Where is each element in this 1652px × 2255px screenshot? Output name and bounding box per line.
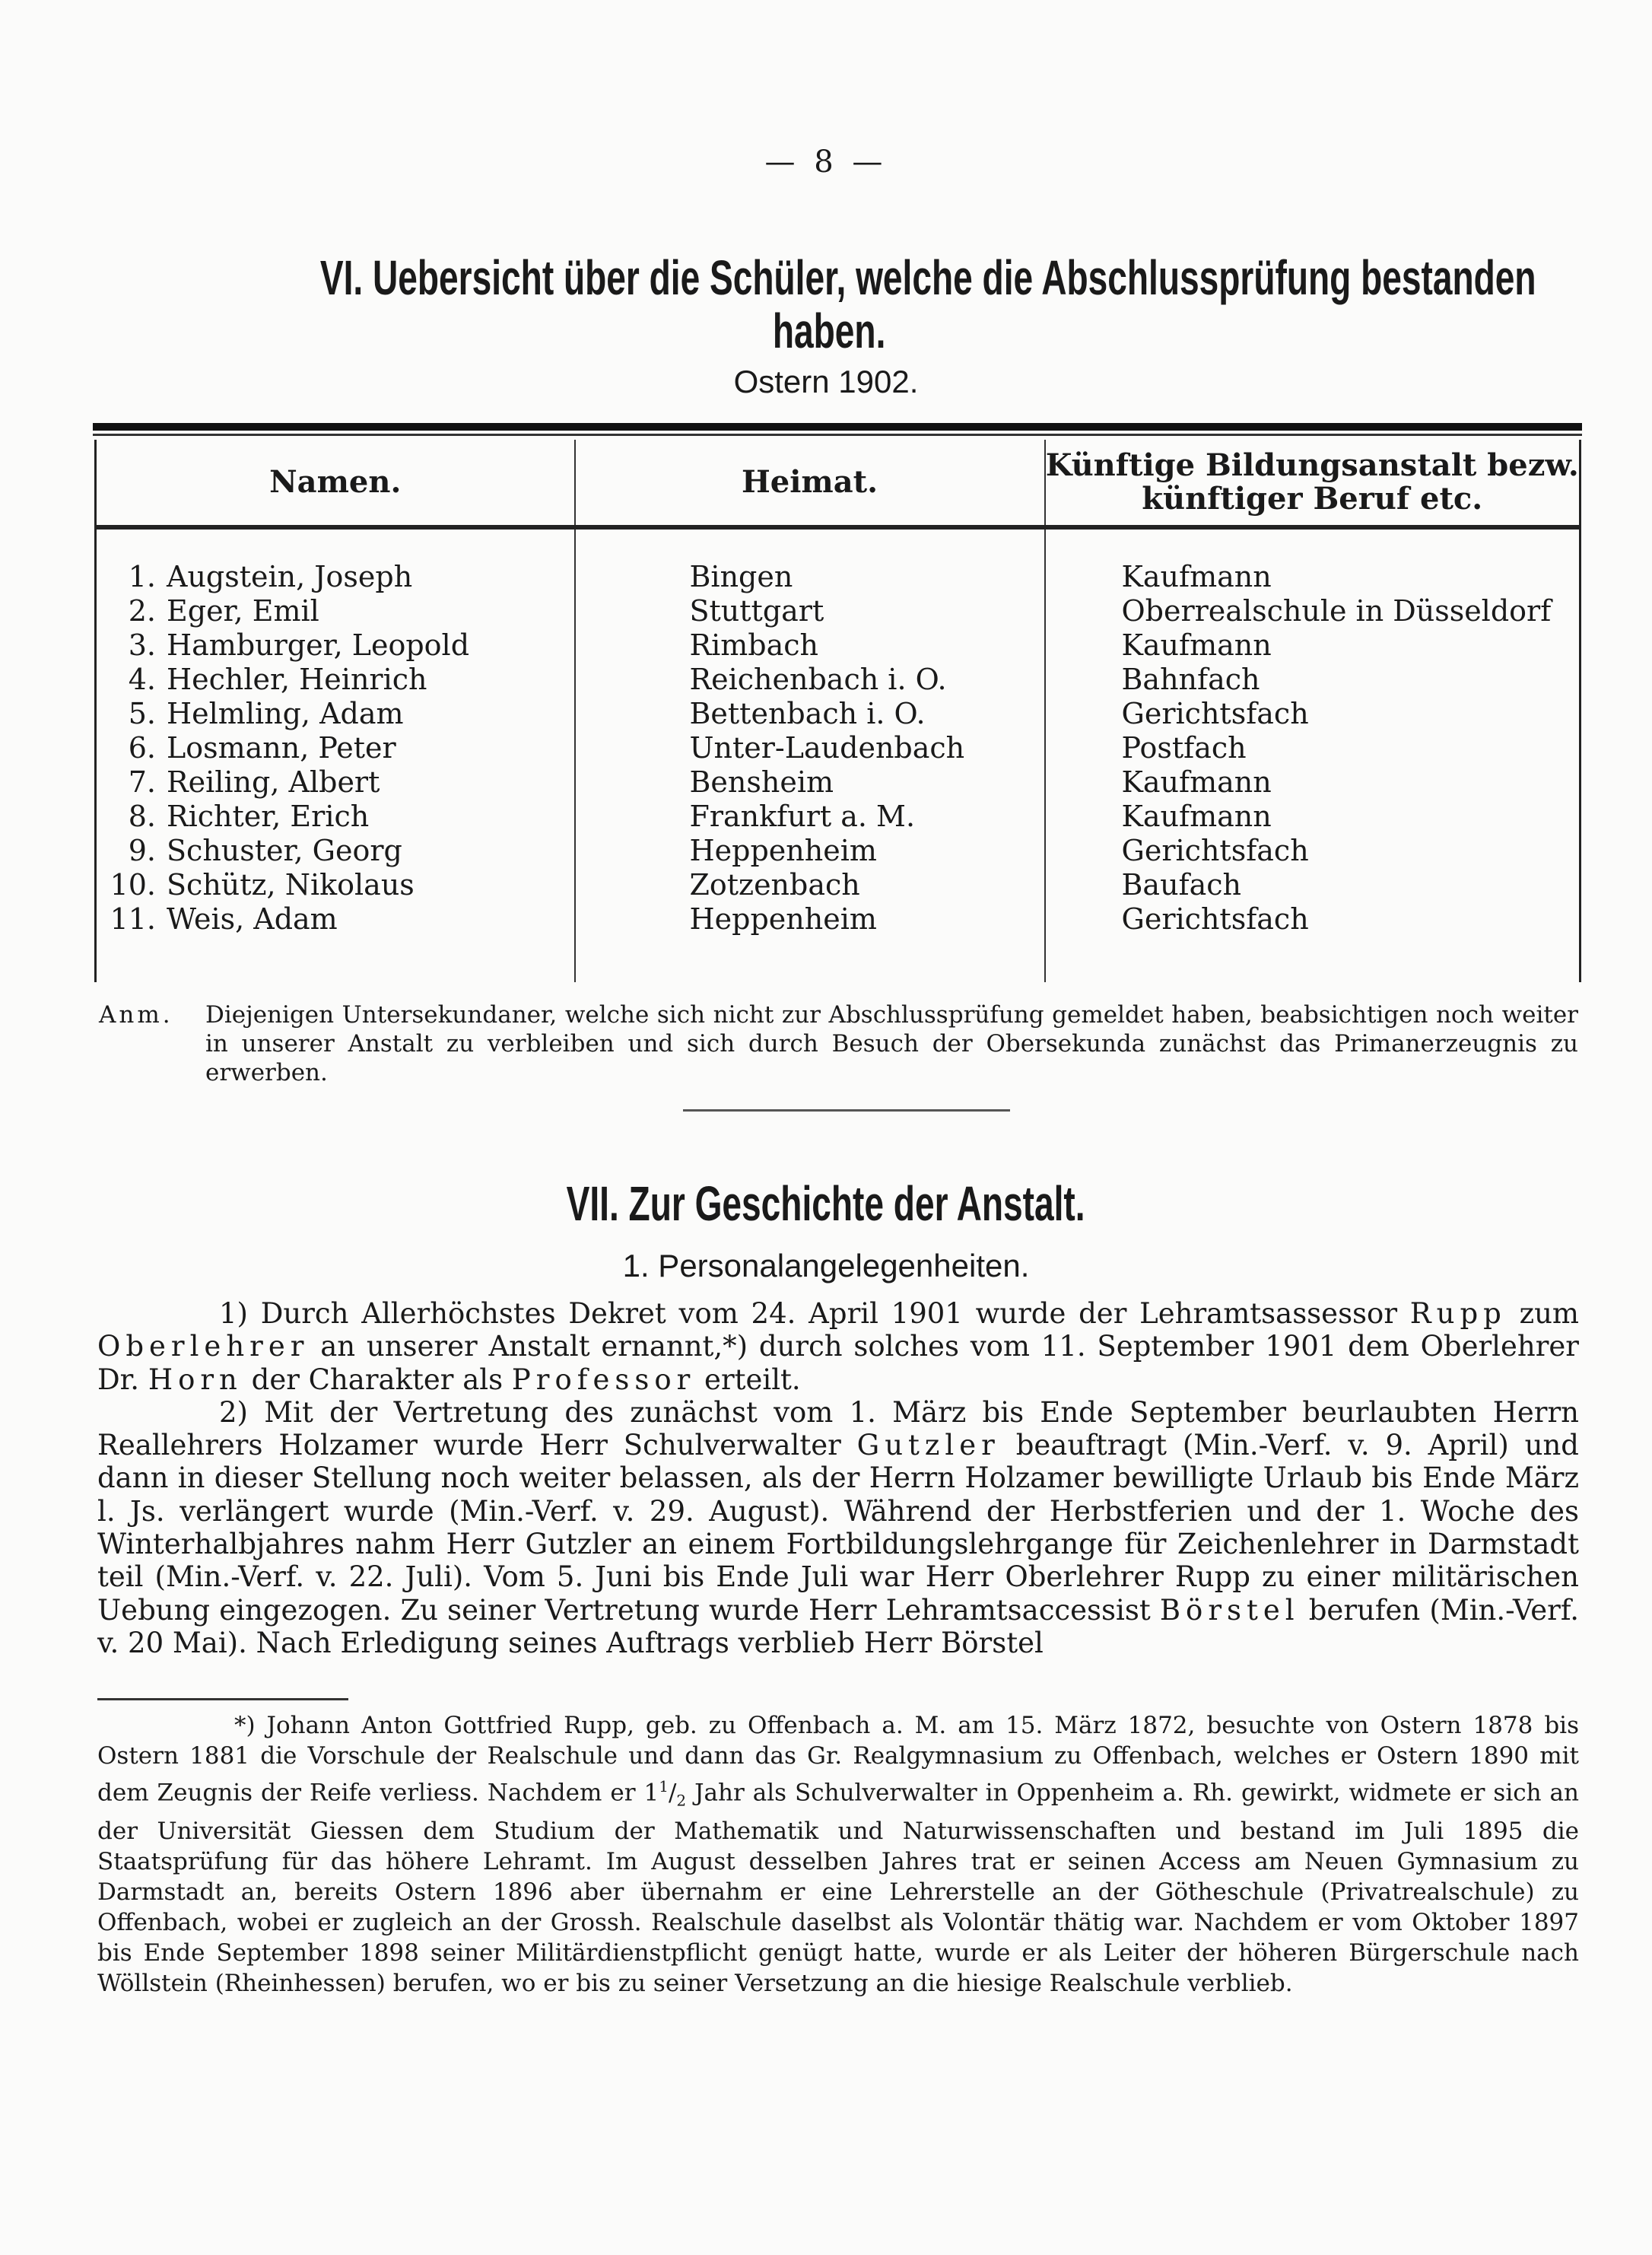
table-row: 8. Richter, Erich Frankfurt a. M. Kaufmann: [96, 800, 1581, 834]
student-heimat: Frankfurt a. M.: [575, 800, 1045, 834]
student-beruf: Gerichtsfach: [1045, 834, 1581, 868]
table-row: 6. Losmann, Peter Unter-Laudenbach Postfach: [96, 731, 1581, 765]
student-name: Schuster, Georg: [167, 834, 402, 867]
section-vii-title: VII. Zur Geschichte der Anstalt.: [567, 1176, 1085, 1231]
student-name: Hamburger, Leopold: [167, 628, 470, 662]
table-row: 1. Augstein, Joseph Bingen Kaufmann: [96, 560, 1581, 594]
student-name: Augstein, Joseph: [167, 560, 413, 593]
student-heimat: Bettenbach i. O.: [575, 697, 1045, 731]
footnote: *) Johann Anton Gottfried Rupp, geb. zu Offenbach a. M. am 15. März 1872, besuchte von Ostern 1878 bis Ostern 1881 die Vorschule der Realschule und dann das Gr. Realgymnasium zu Offenbach, welches er Ostern 1890 mit dem Zeugnis der Reife verliess. Nachdem er $1^1/_2$ Jahr als Schulverwalter in Oppenheim a. Rh. gewirkt, widmete er sich an der Universität Giessen dem Studium der Mathematik und Naturwissenschaften und bestand im Juli 1895 die Staatsprüfung für das höhere Lehramt. Im August desselben Jahres trat er seinen Access am Neuen Gymnasium zu Darmstadt an, bereits Ostern 1896 aber übernahm er eine Lehrerstelle an der Götheschule (Privatrealschule) zu Offenbach, wobei er zugleich an der Grossh. Realschule daselbst als Volontär thätig war. Nachdem er vom Oktober 1897 bis Ende September 1898 seiner Militärdienstpflicht genügt hatte, wurde er als Leiter der höheren Bürgerschule nach Wöllstein (Rheinhessen) berufen, wo er bis zu seiner Versetzung an die hiesige Realschule verblieb.: [97, 1712, 1579, 1997]
section-vi-title-line2: haben.: [772, 304, 886, 358]
student-heimat: Heppenheim: [575, 834, 1045, 868]
table-row: 4. Hechler, Heinrich Reichenbach i. O. Bahnfach: [96, 663, 1581, 697]
header-beruf: Künftige Bildungsanstalt bezw. künftiger Beruf etc.: [1045, 440, 1581, 527]
footnote-rule: [97, 1698, 348, 1700]
student-beruf: Postfach: [1045, 731, 1581, 765]
paragraph-2: 2) Mit der Vertretung des zunächst vom 1. März bis Ende September beurlaubten Herrn Reallehrers Holzamer wurde Herr Schulverwalter Gutzler beauftragt (Min.-Verf. v. 9. April) und dann in dieser Stellung noch weiter belassen, als der Herrn Holzamer bewilligte Urlaub bis Ende März l. Js. verlängert wurde (Min.-Verf. v. 29. August). Während der Herbstferien und der 1. Woche des Winterhalbjahres nahm Herr Gutzler an einem Fortbildungslehrgange für Zeichenlehrer in Darmstadt teil (Min.-Verf. v. 22. Juli). Vom 5. Juni bis Ende Juli war Herr Oberlehrer Rupp zu einer militärischen Uebung eingezogen. Zu seiner Vertretung wurde Herr Lehramtsaccessist Börstel berufen (Min.-Verf. v. 20 Mai). Nach Erledigung seines Auftrags verblieb Herr Börstel: [97, 1395, 1579, 1659]
student-beruf: Kaufmann: [1045, 800, 1581, 834]
table-row: 2. Eger, Emil Stuttgart Oberrealschule in Düsseldorf: [96, 594, 1581, 628]
table-row: 9. Schuster, Georg Heppenheim Gerichtsfach: [96, 834, 1581, 868]
student-name: Weis, Adam: [167, 902, 338, 936]
note-label: Anm.: [99, 1001, 173, 1029]
table-note: [99, 1000, 1578, 1087]
double-rule-bottom: [93, 434, 1582, 436]
table-row: 10. Schütz, Nikolaus Zotzenbach Baufach: [96, 868, 1581, 902]
student-heimat: Unter-Laudenbach: [575, 731, 1045, 765]
student-name: Losmann, Peter: [167, 731, 396, 765]
paragraph-1: 1) Durch Allerhöchstes Dekret vom 24. April 1901 wurde der Lehramtsassessor Rupp zum Oberlehrer an unserer Anstalt ernannt,*) durch solches vom 11. September 1901 dem Oberlehrer Dr. Horn der Charakter als Professor erteilt.: [97, 1297, 1579, 1396]
student-heimat: Heppenheim: [575, 902, 1045, 937]
header-heimat: Heimat.: [575, 440, 1045, 527]
table-row: 7. Reiling, Albert Bensheim Kaufmann: [96, 765, 1581, 800]
section-vii-subtitle: 1. Personalangelegenheiten.: [622, 1248, 1030, 1283]
student-name: Hechler, Heinrich: [167, 663, 427, 696]
student-heimat: Stuttgart: [575, 594, 1045, 628]
body-text: [97, 1297, 1579, 1659]
student-beruf: Bahnfach: [1045, 663, 1581, 697]
student-heimat: Bensheim: [575, 765, 1045, 800]
student-beruf: Kaufmann: [1045, 765, 1581, 800]
student-name: Schütz, Nikolaus: [167, 868, 415, 902]
double-rule-top: [93, 423, 1582, 431]
student-heimat: Bingen: [575, 560, 1045, 594]
student-beruf: Gerichtsfach: [1045, 902, 1581, 937]
graduates-table: [94, 440, 1581, 982]
student-beruf: Kaufmann: [1045, 628, 1581, 663]
note-text: Diejenigen Untersekundaner, welche sich nicht zur Abschlussprüfung gemeldet haben, beabsichtigen noch weiter in unserer Anstalt zu verbleiben und sich durch Besuch der Obersekunda zunächst das Primanerzeugnis zu erwerben.: [205, 1001, 1578, 1086]
section-vi-title-line1: VI. Uebersicht über die Schüler, welche die Abschlussprüfung bestanden: [319, 250, 1536, 305]
student-beruf: Baufach: [1045, 868, 1581, 902]
student-heimat: Rimbach: [575, 628, 1045, 663]
student-beruf: Gerichtsfach: [1045, 697, 1581, 731]
section-vi-subtitle: Ostern 1902.: [733, 364, 919, 399]
table-row: 5. Helmling, Adam Bettenbach i. O. Gerichtsfach: [96, 697, 1581, 731]
student-beruf: Oberrealschule in Düsseldorf: [1045, 594, 1581, 628]
table-row: 3. Hamburger, Leopold Rimbach Kaufmann: [96, 628, 1581, 663]
page-number: — 8 —: [764, 145, 888, 180]
header-namen: Namen.: [96, 440, 575, 527]
student-name: Eger, Emil: [167, 594, 319, 628]
section-divider: [683, 1109, 1010, 1112]
section-vi-title: [84, 251, 1574, 358]
student-heimat: Reichenbach i. O.: [575, 663, 1045, 697]
student-name: Richter, Erich: [167, 800, 370, 833]
student-name: Helmling, Adam: [167, 697, 404, 730]
table-header-row: [96, 440, 1581, 527]
student-heimat: Zotzenbach: [575, 868, 1045, 902]
student-name: Reiling, Albert: [167, 765, 380, 799]
student-beruf: Kaufmann: [1045, 560, 1581, 594]
table-row: 11. Weis, Adam Heppenheim Gerichtsfach: [96, 902, 1581, 937]
